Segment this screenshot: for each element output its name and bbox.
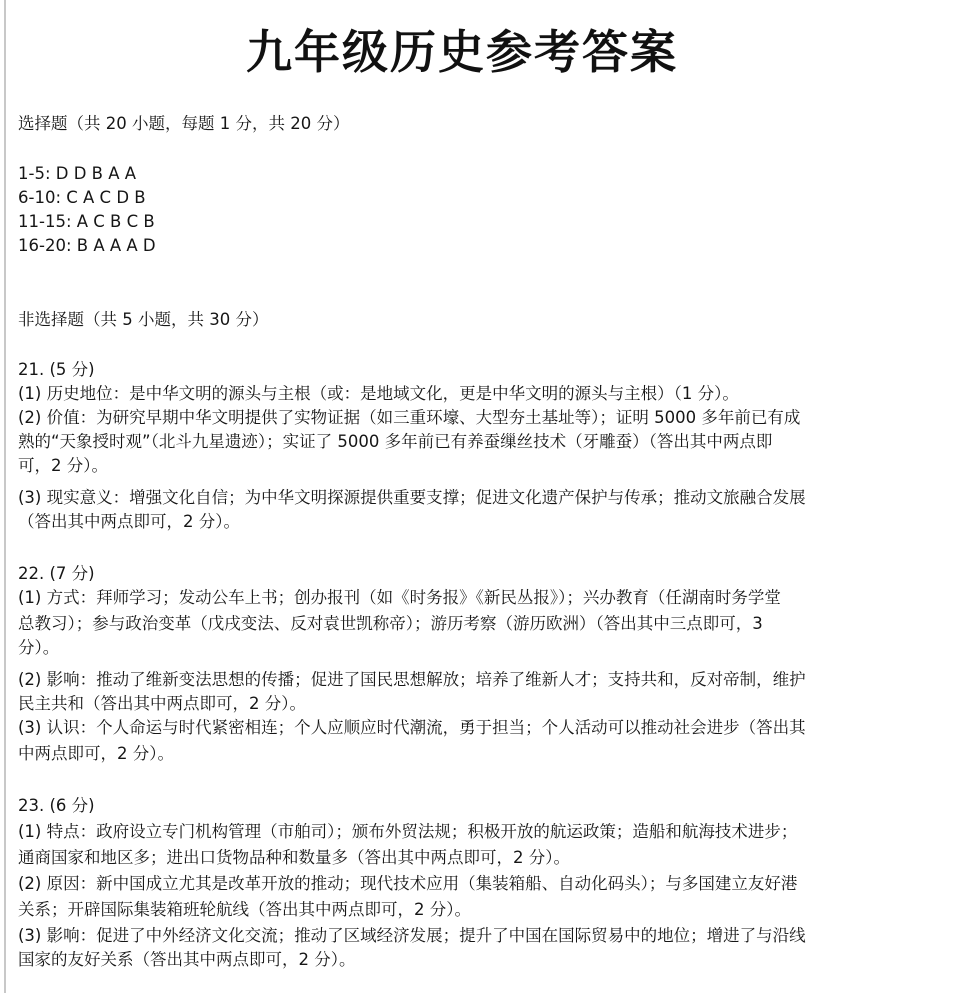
answer-line: (3) 现实意义：增强文化自信；为中华文明探源提供重要支撑；促进文化遗产保护与传承；推动文旅融合发展 xyxy=(18,488,806,507)
answer-line: (2) 影响：推动了维新变法思想的传播；促进了国民思想解放；培养了维新人才；支持共和，反对帝制，维护 xyxy=(18,670,806,689)
answer-row: 1-5: D D B A A xyxy=(18,164,137,183)
answer-line: 分）。 xyxy=(18,638,60,657)
question-heading: 22. (7 分) xyxy=(18,564,95,583)
answer-line: （答出其中两点即可，2 分）。 xyxy=(18,512,240,531)
answer-line: 总教习）；参与政治变革（戊戌变法、反对袁世凯称帝）；游历考察（游历欧洲）（答出其中三点即可，3 xyxy=(18,614,763,633)
answer-row: 16-20: B A A A D xyxy=(18,236,156,255)
answer-line: 通商国家和地区多；进出口货物品种和数量多（答出其中两点即可，2 分）。 xyxy=(18,848,570,867)
left-margin-rule xyxy=(4,0,6,993)
page-title: 九年级历史参考答案 xyxy=(246,25,678,79)
answer-line: 民主共和（答出其中两点即可，2 分）。 xyxy=(18,694,306,713)
answer-line: (1) 历史地位：是中华文明的源头与主根（或：是地域文化，更是中华文明的源头与主根）（1 分）。 xyxy=(18,384,739,403)
answer-line: (2) 价值：为研究早期中华文明提供了实物证据（如三重环壕、大型夯土基址等）；证明 5000 多年前已有成 xyxy=(18,408,801,427)
answer-line: 可，2 分）。 xyxy=(18,456,108,475)
answer-line: 中两点即可，2 分）。 xyxy=(18,744,174,763)
question-heading: 23. (6 分) xyxy=(18,796,95,815)
nonchoice-section-header: 非选择题（共 5 小题，共 30 分） xyxy=(18,310,269,329)
answer-line: (3) 影响：促进了中外经济文化交流；推动了区域经济发展；提升了中国在国际贸易中的地位；增进了与沿线 xyxy=(18,926,806,945)
answer-line: 国家的友好关系（答出其中两点即可，2 分）。 xyxy=(18,950,356,969)
answer-line: (1) 特点：政府设立专门机构管理（市舶司）；颁布外贸法规；积极开放的航运政策；造船和航海技术进步； xyxy=(18,822,798,841)
question-heading: 21. (5 分) xyxy=(18,360,95,379)
answer-line: (2) 原因：新中国成立尤其是改革开放的推动；现代技术应用（集装箱船、自动化码头）；与多国建立友好港 xyxy=(18,874,798,893)
answer-row: 6-10: C A C D B xyxy=(18,188,146,207)
choice-section-header: 选择题（共 20 小题，每题 1 分，共 20 分） xyxy=(18,114,350,133)
answer-line: 熟的“天象授时观”（北斗九星遗迹）；实证了 5000 多年前已有养蚕缫丝技术（牙雕蚕）（答出其中两点即 xyxy=(18,432,773,451)
answer-line: (3) 认识：个人命运与时代紧密相连；个人应顺应时代潮流，勇于担当；个人活动可以推动社会进步（答出其 xyxy=(18,718,806,737)
answer-line: 关系；开辟国际集装箱班轮航线（答出其中两点即可，2 分）。 xyxy=(18,900,471,919)
answer-line: (1) 方式：拜师学习；发动公车上书；创办报刊（如《时务报》《新民丛报》）；兴办教育（任湖南时务学堂 xyxy=(18,588,781,607)
answer-row: 11-15: A C B C B xyxy=(18,212,155,231)
